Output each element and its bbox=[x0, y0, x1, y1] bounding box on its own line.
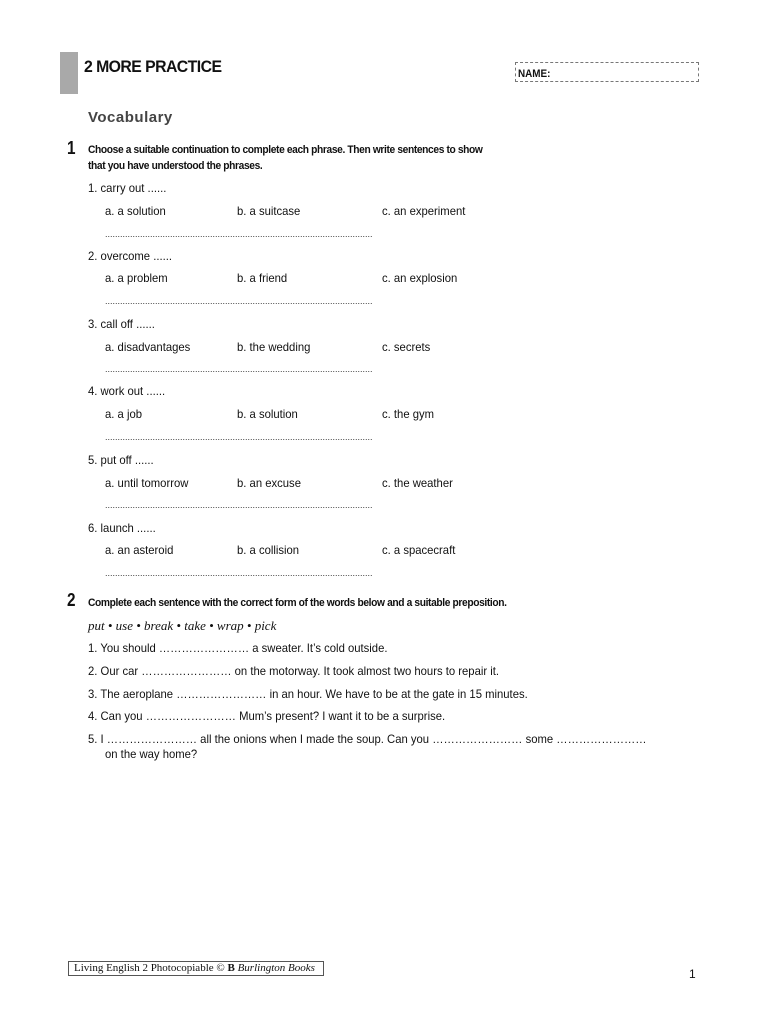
title-accent-bar bbox=[60, 52, 78, 94]
vocab-item-prompt: 3. call off ...... bbox=[88, 317, 155, 331]
option-c: c. the weather bbox=[382, 476, 453, 490]
page-number: 1 bbox=[689, 967, 696, 981]
option-b: b. the wedding bbox=[237, 340, 311, 354]
word-bank: put • use • break • take • wrap • pick bbox=[88, 618, 277, 633]
option-c: c. the gym bbox=[382, 407, 435, 421]
publisher-name: Burlington Books bbox=[237, 962, 315, 974]
sentence-item: 4. Can you …………………… Mum’s present? I want it to be a surprise. bbox=[88, 709, 446, 723]
answer-line[interactable]: ........................................................................................................... bbox=[105, 364, 373, 374]
option-b: b. an excuse bbox=[237, 476, 301, 490]
option-a: a. a job bbox=[105, 407, 143, 421]
option-b: b. a friend bbox=[237, 271, 288, 285]
vocab-item-prompt: 5. put off ...... bbox=[88, 453, 154, 467]
publisher-logo: B bbox=[227, 962, 235, 974]
name-label: NAME: bbox=[518, 68, 551, 80]
sentence-item-continuation: on the way home? bbox=[105, 747, 198, 761]
answer-line[interactable]: ........................................................................................................... bbox=[105, 229, 373, 239]
vocab-item-prompt: 6. launch ...... bbox=[88, 521, 156, 535]
answer-line[interactable]: ........................................................................................................... bbox=[105, 432, 373, 442]
answer-line[interactable]: ........................................................................................................... bbox=[105, 500, 373, 510]
vocab-item-prompt: 1. carry out ...... bbox=[88, 181, 167, 195]
footer-text: Living English 2 Photocopiable © bbox=[74, 962, 228, 974]
option-a: a. a solution bbox=[105, 204, 166, 218]
option-b: b. a solution bbox=[237, 407, 298, 421]
exercise-2-instruction: Complete each sentence with the correct form of the words below and a suitable preposition. bbox=[88, 597, 507, 609]
option-a: a. an asteroid bbox=[105, 543, 174, 557]
page-title: 2 MORE PRACTICE bbox=[84, 57, 222, 76]
exercise-1-instruction-line1: Choose a suitable continuation to complete each phrase. Then write sentences to show bbox=[88, 144, 483, 156]
exercise-1-instruction-line2: that you have understood the phrases. bbox=[88, 160, 263, 172]
answer-line[interactable]: ........................................................................................................... bbox=[105, 568, 373, 578]
footer-copyright bbox=[68, 961, 324, 976]
option-a: a. disadvantages bbox=[105, 340, 191, 354]
exercise-2-number: 2 bbox=[67, 590, 76, 610]
option-c: c. a spacecraft bbox=[382, 543, 456, 557]
option-b: b. a suitcase bbox=[237, 204, 301, 218]
option-b: b. a collision bbox=[237, 543, 300, 557]
option-a: a. a problem bbox=[105, 271, 168, 285]
vocab-item-prompt: 4. work out ...... bbox=[88, 384, 166, 398]
option-c: c. an explosion bbox=[382, 271, 458, 285]
sentence-item: 1. You should …………………… a sweater. It’s cold outside. bbox=[88, 641, 388, 655]
sentence-item: 3. The aeroplane …………………… in an hour. We have to be at the gate in 15 minutes. bbox=[88, 687, 528, 701]
option-a: a. until tomorrow bbox=[105, 476, 189, 490]
option-c: c. an experiment bbox=[382, 204, 466, 218]
option-c: c. secrets bbox=[382, 340, 431, 354]
vocab-item-prompt: 2. overcome ...... bbox=[88, 249, 173, 263]
sentence-item: 5. I …………………… all the onions when I made the soup. Can you …………………… some …………………… bbox=[88, 732, 647, 746]
section-title: Vocabulary bbox=[88, 109, 173, 126]
exercise-1-number: 1 bbox=[67, 138, 76, 158]
sentence-item: 2. Our car …………………… on the motorway. It took almost two hours to repair it. bbox=[88, 664, 500, 678]
answer-line[interactable]: ........................................................................................................... bbox=[105, 296, 373, 306]
